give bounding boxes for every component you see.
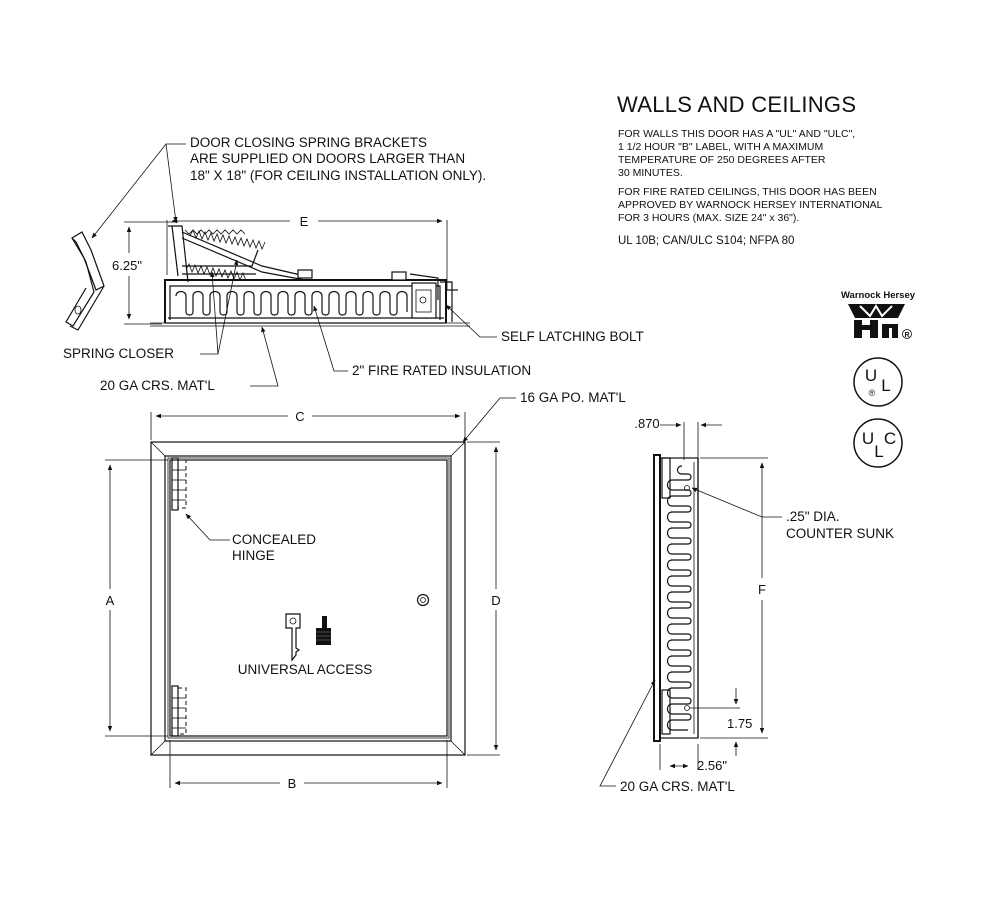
ul-logo-u: U [864, 366, 878, 385]
section-view [63, 135, 644, 393]
page-title: WALLS AND CEILINGS [617, 92, 857, 117]
ceiling-note-line-2: APPROVED BY WARNOCK HERSEY INTERNATIONAL [618, 199, 883, 211]
dimension-e: E [299, 214, 309, 229]
ceiling-note-line-3: FOR 3 HOURS (MAX. SIZE 24" x 36"). [618, 212, 800, 224]
insulation-label: 2" FIRE RATED INSULATION [352, 363, 532, 378]
universal-access-label: UNIVERSAL ACCESS [237, 662, 373, 677]
concealed-hinge-top [172, 458, 186, 510]
ul-logo-registered: ® [868, 388, 876, 398]
ulc-logo-c: C [883, 429, 897, 448]
self-latching-bolt-label: SELF LATCHING BOLT [501, 329, 644, 344]
dimension-offset: 1.75 [727, 716, 753, 731]
dimension-width: 2.56" [697, 758, 727, 773]
spring-brackets-note-line-2: ARE SUPPLIED ON DOORS LARGER THAN [190, 151, 466, 166]
concealed-hinge-label-line-2: HINGE [232, 548, 275, 563]
spring-brackets-note-line-1: DOOR CLOSING SPRING BRACKETS [190, 135, 428, 150]
dia-label-line-2: COUNTER SUNK [786, 526, 895, 541]
crs-material-label-side: 20 GA CRS. MAT'L [620, 779, 735, 794]
dimension-height: 6.25" [112, 258, 142, 273]
key-icon [286, 614, 300, 660]
crs-material-label-top: 20 GA CRS. MAT'L [100, 378, 215, 393]
dimension-a: A [105, 593, 115, 608]
dimension-depth: .870 [634, 416, 660, 431]
concealed-hinge-bottom [172, 686, 186, 736]
self-latching-bolt [412, 282, 458, 322]
front-view [105, 390, 626, 791]
side-section-view [600, 416, 897, 794]
lock-cylinder [418, 595, 429, 606]
ul-logo [854, 358, 902, 406]
door-panel [170, 460, 447, 736]
ulc-logo-u: U [861, 429, 875, 448]
warnock-hersey-wordmark: Warnock Hersey [840, 290, 916, 301]
fire-rating-note-line-1: FOR WALLS THIS DOOR HAS A "UL" AND "ULC", [618, 128, 856, 140]
dimension-f: F [758, 582, 766, 597]
concealed-hinge-label-line-1: CONCEALED [232, 532, 317, 547]
ceiling-note-line-1: FOR FIRE RATED CEILINGS, THIS DOOR HAS BEEN [618, 186, 877, 198]
po-material-label: 16 GA PO. MAT'L [520, 390, 626, 405]
standards-note: UL 10B; CAN/ULC S104; NFPA 80 [618, 235, 795, 247]
ulc-logo-l: L [874, 442, 884, 461]
dimension-c: C [295, 409, 305, 424]
side-insulation-pattern [668, 466, 692, 730]
dimension-b: B [287, 776, 297, 791]
warnock-hersey-logo [841, 290, 916, 339]
ul-logo-l: L [881, 376, 891, 395]
spring-brackets-note-line-3: 18" X 18" (FOR CEILING INSTALLATION ONLY). [190, 168, 487, 183]
svg-text:R: R [904, 332, 910, 339]
fire-rating-note-line-4: 30 MINUTES. [618, 167, 683, 179]
spec-notes [617, 92, 883, 247]
dimension-d: D [491, 593, 501, 608]
spring-bracket-detail [66, 232, 104, 330]
fire-rating-note-line-2: 1 1/2 HOUR "B" LABEL, WITH A MAXIMUM [618, 141, 824, 153]
spring-closer-assembly [168, 226, 438, 300]
insulation-pattern [176, 292, 407, 316]
ulc-logo [854, 419, 902, 467]
allen-key-icon [316, 616, 331, 645]
fire-rating-note-line-3: TEMPERATURE OF 250 DEGREES AFTER [618, 154, 826, 166]
spring-closer-label: SPRING CLOSER [63, 346, 175, 361]
dia-label-line-1: .25" DIA. [786, 509, 840, 524]
